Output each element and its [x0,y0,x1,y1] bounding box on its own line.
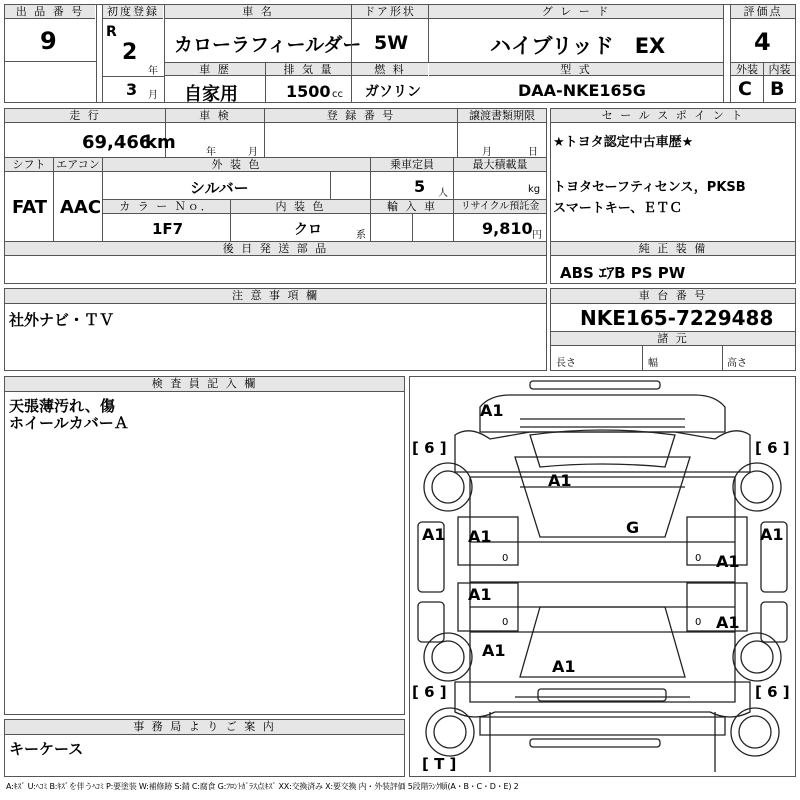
inspection-header: 車 検 [166,109,264,123]
shift: FAT [12,197,48,218]
inspection-month: 月 [248,147,258,158]
interior-header: 内装 [764,63,795,76]
model-header: 型 式 [429,63,723,76]
lot-number-header: 出 品 番 号 [5,5,95,19]
height-label: 高さ [727,358,747,369]
displacement-header: 排 気 量 [266,63,351,76]
load-unit: kg [528,184,541,195]
recycle-fee: 9,810 [482,219,533,238]
spec-header: 諸 元 [551,332,795,346]
tire-rear-left: [ 6 ] [412,683,447,701]
fuel-header: 燃 料 [352,63,428,76]
transfer-day: 日 [528,147,538,158]
tire-rear-right: [ 6 ] [755,683,790,701]
exterior-grade: C [738,78,752,100]
mark-left-quarter: A1 [482,641,506,660]
exterior-color: シルバー [190,179,249,197]
plate-header: 登 録 番 号 [265,109,457,123]
zero-mark-3: 0 [695,553,702,564]
interior-color-unit: 系 [356,230,366,241]
grade: ハイブリッド EX [490,34,666,58]
transfer-header: 譲渡書類期限 [458,109,546,123]
equipment: ABS ｴｱB PS PW [560,264,686,282]
inspector-header: 検 査 員 記 入 欄 [5,377,404,392]
displacement-unit: cc [332,89,343,100]
reg-year: 2 [122,40,138,65]
door-type: 5W [374,32,409,54]
car-outline [410,377,795,776]
mileage-header: 走 行 [5,109,165,123]
equipment-header: 純 正 装 備 [551,242,795,256]
score-header: 評価点 [731,5,795,19]
legend: A:ｷｽﾞ U:ﾍｺﾐ B:ｷｽﾞを伴うﾍｺﾐ P:要塗装 W:補修跡 S:錆 C:腐食 G:ﾌﾛﾝﾄｶﾞﾗｽ点ｷｽﾞ XX:交換済み X:要交換 内・外装評価 5段階ﾗﾝｸ順(A・B・C・D・E) 2 [6,782,519,791]
spare-tire: [ T ] [422,755,457,773]
color-no-header: カ ラ ー Ｎｏ． [103,200,230,214]
color-no: 1F7 [152,220,184,238]
mark-trunk: A1 [552,657,576,676]
chassis-header: 車 台 番 号 [551,289,795,304]
shift-header: シフト [5,158,53,172]
reg-month-unit: 月 [148,90,158,101]
mileage-unit: km [145,132,176,153]
displacement: 1500 [286,82,331,101]
tire-front-right: [ 6 ] [755,439,790,457]
mark-hood: A1 [548,471,572,490]
mark-left-front-door: A1 [468,527,492,546]
ac: AAC [60,197,102,218]
inspector-note-1: 天張薄汚れ、傷 [9,397,115,415]
era: R [106,24,117,40]
notes: 社外ナビ・ＴＶ [9,311,115,329]
zero-mark-4: 0 [695,617,702,628]
car-name: カローラフィールダー [174,34,362,56]
history: 自家用 [184,84,238,105]
sales-points-header: セ ー ル ス ポ イ ン ト [551,109,795,123]
interior-color: クロ [294,222,322,238]
recycle-header: リサイクル預託金 [454,200,546,214]
door-header: ドア形状 [352,5,428,19]
capacity-unit: 人 [438,188,448,199]
interior-color-header: 内 装 色 [231,200,370,214]
length-label: 長さ [556,358,576,369]
interior-grade: B [770,78,785,100]
car-name-header: 車 名 [165,5,351,19]
import-header: 輸 入 車 [371,200,453,214]
later-parts-header: 後 日 発 送 部 品 [5,242,546,256]
transfer-month: 月 [482,147,492,158]
exterior-header: 外装 [731,63,763,76]
tire-front-left: [ 6 ] [412,439,447,457]
load-header: 最大積載量 [454,158,546,172]
office-note: キーケース [9,740,84,758]
inspector-note-2: ホイールカバーＡ [9,414,129,432]
notes-header: 注 意 事 項 欄 [5,289,546,304]
reg-month: 3 [126,80,138,99]
mark-right-front-door: A1 [716,552,740,571]
office-header: 事 務 局 よ り ご 案 内 [5,720,404,735]
capacity-header: 乗車定員 [371,158,453,172]
ac-header: エアコン [54,158,102,172]
chassis-number: NKE165-7229488 [580,306,774,330]
mileage: 69,466 [82,132,152,153]
capacity: 5 [414,177,426,196]
color-header: 外 装 色 [103,158,370,172]
inspection-year: 年 [206,147,216,158]
fuel: ガソリン [365,84,421,100]
mark-right-rear-door: A1 [716,613,740,632]
first-reg-header: 初度登録 [103,5,163,19]
sales-point-3: スマートキー、ＥＴＣ [553,201,683,216]
zero-mark-2: 0 [502,617,509,628]
sales-point-2: トヨタセーフティセンス，PKSB [553,180,746,195]
grade-header: グ レ ー ド [429,5,723,19]
recycle-unit: 円 [532,230,542,241]
mark-left-front-fender: A1 [422,525,446,544]
model: DAA-NKE165G [518,81,646,100]
reg-year-unit: 年 [148,66,158,77]
mark-roof: A1 [480,401,504,420]
lot-number: 9 [40,27,57,55]
width-label: 幅 [648,358,658,369]
mark-left-rear-door: A1 [468,585,492,604]
car-diagram [409,376,796,777]
history-header: 車 歴 [165,63,265,76]
mark-windshield: G [626,518,640,537]
zero-mark-1: 0 [502,553,509,564]
mark-right-front-fender: A1 [760,525,784,544]
sales-point-1: ★トヨタ認定中古車歴★ [553,135,694,150]
score: 4 [754,28,771,56]
